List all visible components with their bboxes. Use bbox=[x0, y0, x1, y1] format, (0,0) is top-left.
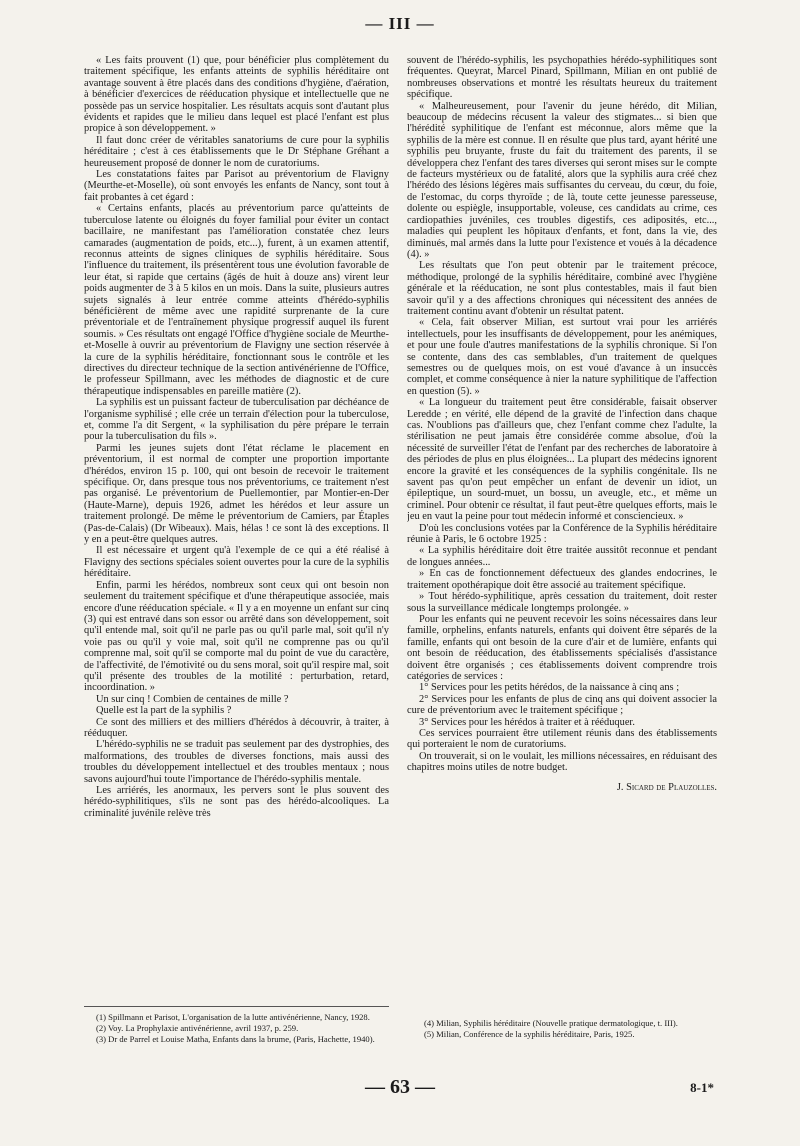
paragraph: Enfin, parmi les hérédos, nombreux sont ceux qui ont besoin non seulement du traitement spécifique et d'une thérapeutique associée, mais encore d'une rééducation spéciale. « Il y a en moyenne un enfant sur cinq (3) qui est entravé dans son essor ou arrêté dans son développement, soit qu'il entende mal, soit qu'il ne parle pas ou qu'il parle mal, soit qu'il n'y voie pas ou qu'il y voie mal, soit qu'il ne comprenne pas ou qu'il comprenne mal, soit qu'il se comporte mal du point de vue du caractère, de l'affectivité, de l'émotivité ou du sens moral, soit qu'il respire mal, soit qu'il présente des troubles de la motilité : perturbation, retard, incoordination. » bbox=[84, 579, 389, 694]
footnote-divider bbox=[84, 1006, 389, 1007]
left-column bbox=[84, 55, 389, 995]
paragraph: » Tout hérédo-syphilitique, après cessation du traitement, doit rester sous la surveillance médicale longtemps prolongée. » bbox=[407, 591, 717, 614]
paragraph: « Certains enfants, placés au préventorium parce qu'atteints de tuberculose latente ou éloignés du foyer familial pour éviter un contact bacillaire, ne manifestant pas l'amélioration constatée chez leurs camarades (augmentation de poids, etc...), furent, à un examen attentif, reconnus atteints de signes cliniques de syphilis héréditaire. Sous l'influence du traitement, ils présentèrent tous une évolution favorable de leur état, si rapide que certains (âgés de huit à douze ans) virent leur poids augmenter de 3 à 5 kilos en un mois. Dans la suite, plusieurs autres sujets signalés à leur entrée comme atteints d'hérédo-syphilis bénéficièrent de même avec une rapidité surprenante de la cure préventoriale et de l'entraînement physique progressif auquel ils furent soumis. » Ces résultats ont engagé l'Office d'hygiène sociale de Meurthe-et-Moselle à ouvrir au préventorium de Flavigny une section réservée à la cure de la syphilis héréditaire, fonctionnant sous le contrôle et les directives du directeur technique de la section antivénérienne de l'Office, le professeur Spillmann, avec les méthodes de diagnostic et de cure thérapeutique indispensables en pareille matière (2). bbox=[84, 203, 389, 397]
author-signature: J. Sicard de Plauzolles. bbox=[616, 781, 717, 793]
paragraph: Ce sont des milliers et des milliers d'hérédos à découvrir, à traiter, à rééduquer. bbox=[84, 716, 389, 739]
paragraph: Les arriérés, les anormaux, les pervers sont le plus souvent des hérédo-syphilitiques, s'ils ne sont pas des hérédo-alcooliques. La criminalité juvénile relève très bbox=[84, 785, 389, 819]
paragraph: Les constatations faites par Parisot au préventorium de Flavigny (Meurthe-et-Moselle), où sont envoyés les enfants de Nancy, sont tout à fait probantes à cet égard : bbox=[84, 169, 389, 203]
paragraph: Un sur cinq ! Combien de centaines de mille ? bbox=[96, 693, 289, 705]
footnote: (5) Milian, Conférence de la syphilis héréditaire, Paris, 1925. bbox=[424, 1029, 635, 1039]
paragraph: 3° Services pour les hérédos à traiter et à rééduquer. bbox=[419, 716, 635, 728]
paragraph: « Les faits prouvent (1) que, pour bénéficier plus complètement du traitement spécifique, les enfants atteints de syphilis héréditaire ont avantage souvent à être placés dans des conditions d'hygiène, d'aération, à bénéficier d'exercices de rééducation physique et intellectuelle que ne possède pas un service hospitalier. Les résultats acquis sont d'autant plus évidents et rapides que le milieu dans lequel est placé l'enfant est plus propice à son développement. » bbox=[84, 55, 389, 135]
paragraph: souvent de l'hérédo-syphilis, les psychopathies hérédo-syphilitiques sont fréquentes. Queyrat, Marcel Pinard, Spillmann, Milian en ont publié de nombreuses observations et montré les résultats heureux du traitement spécifique. bbox=[407, 55, 717, 101]
paragraph: 1° Services pour les petits hérédos, de la naissance à cinq ans ; bbox=[419, 682, 680, 694]
footnote: (4) Milian, Syphilis héréditaire (Nouvelle pratique dermatologique, t. III). bbox=[424, 1018, 678, 1028]
footnotes-right bbox=[412, 1018, 717, 1040]
paragraph: D'où les conclusions votées par la Conférence de la Syphilis héréditaire réunie à Paris, le 6 octobre 1925 : bbox=[407, 522, 717, 546]
page-number: — 63 — bbox=[365, 1076, 435, 1098]
paragraph: Il est nécessaire et urgent qu'à l'exemple de ce qui a été réalisé à Flavigny des sections spéciales soient ouvertes pour la cure de la syphilis héréditaire. bbox=[84, 545, 389, 580]
paragraph: » En cas de fonctionnement défectueux des glandes endocrines, le traitement opothérapique doit être associé au traitement spécifique. bbox=[407, 568, 717, 591]
footnote: (3) Dr de Parrel et Louise Matha, Enfants dans la brume, (Paris, Hachette, 1940). bbox=[96, 1034, 375, 1044]
right-column bbox=[407, 55, 717, 995]
paragraph: « Cela, fait observer Milian, est surtout vrai pour les arriérés intellectuels, pour les insuffisants de développement, pour les anémiques, et pour une foule d'autres manifestations de la syphilis chronique. Si l'on se contente, dans des cas semblables, d'un traitement de quelques semestres ou de quelques mois, on est voué d'avance à un insuccès complet, et comme conséquence à nier la nature syphilitique de l'affection en question (5). » bbox=[407, 317, 717, 397]
paragraph: Les résultats que l'on peut obtenir par le traitement précoce, méthodique, prolongé de la syphilis héréditaire, combiné avec l'hygiène générale et la rééducation, ne sont plus contestables, mais il faut bien savoir qu'il y a des affections chroniques qui nécessitent des années de traitement continu avant d'obtenir un résultat patent. bbox=[407, 260, 717, 317]
footnote: (2) Voy. La Prophylaxie antivénérienne, avril 1937, p. 259. bbox=[96, 1023, 299, 1033]
paragraph: Quelle est la part de la syphilis ? bbox=[96, 705, 232, 717]
paragraph: Parmi les jeunes sujets dont l'état réclame le placement en préventorium, il est normal de compter une proportion importante d'hérédos, environ 15 p. 100, qui ont besoin de recevoir le traitement spécifique. Or, dans presque tous nos préventoriums, ce traitement n'est pas organisé. Le préventorium de Puellemontier, par Montier-en-Der (Haute-Marne), depuis 1926, admet les hérédos et leur assure un traitement prolongé. De même le préventorium de Camiers, par Étaples (Pas-de-Calais) (Dr Wibeaux). Mais, hélas ! ce sont là des exceptions. Il y en a peut-être quelques autres. bbox=[84, 442, 389, 546]
paragraph: 2° Services pour les enfants de plus de cinq ans qui doivent associer la cure de préventorium avec le traitement spécifique ; bbox=[407, 693, 717, 717]
paragraph: Pour les enfants qui ne peuvent recevoir les soins nécessaires dans leur famille, orphelins, enfants naturels, enfants qui doivent être séparés de la famille, enfants qui ont besoin de la cure d'air et de lumière, enfants qui ont besoin de rééducation, des établissements spécialisés d'assistance doivent être organisés ; ces établissements doivent comprendre trois catégories de services : bbox=[407, 613, 717, 682]
paragraph: L'hérédo-syphilis ne se traduit pas seulement par des dystrophies, des malformations, des troubles de diverses fonctions, mais aussi des troubles du développement intellectuel et des troubles mentaux ; nous savons aujourd'hui toute l'importance de l'hérédo-syphilis mentale. bbox=[84, 739, 389, 785]
paragraph: « La syphilis héréditaire doit être traitée aussitôt reconnue et pendant de longues années... bbox=[407, 545, 717, 568]
paragraph: La syphilis est un puissant facteur de tuberculisation par déchéance de l'organisme syphilisé ; elle crée un terrain d'élection pour la tuberculose, et, comme l'a dit Sergent, « la syphilisation du père prépare le terrain pour la tuberculisation du fils ». bbox=[84, 397, 389, 443]
footnotes-left bbox=[84, 1012, 389, 1045]
paragraph: Il faut donc créer de véritables sanatoriums de cure pour la syphilis héréditaire ; c'est à ces établissements que le Dr Stéphane Gréhant a heureusement proposé de donner le nom de curatoriums. bbox=[84, 134, 389, 169]
paragraph: Ces services pourraient être utilement réunis dans des établissements qui porteraient le nom de curatoriums. bbox=[407, 727, 717, 751]
signature-mark: 8-1* bbox=[690, 1080, 714, 1095]
footnote: (1) Spillmann et Parisot, L'organisation de la lutte antivénérienne, Nancy, 1928. bbox=[96, 1012, 370, 1022]
paragraph: « La longueur du traitement peut être considérable, faisait observer Leredde ; en vérité, elle dépend de la gravité de l'infection dans chaque cas. N'oublions pas d'ailleurs que, chez l'enfant comme chez l'adulte, la stérilisation ne peut jamais être considérée comme absolue, d'où la nécessité de surveiller l'état de l'enfant par des recherches de laboratoire à des périodes de plus en plus éloignées... La plupart des médecins ignorent encore la gravité et les conséquences de la syphilis congénitale. Ils ne savent pas qu'on peut empêcher un enfant de devenir un idiot, un épileptique, un sourd-muet, un bossu, un aveugle, etc., et même un criminel. Pour obtenir ce résultat, il faut peut-être quelques efforts, mais le jeu en vaut la peine pour tout médecin informé et consciencieux. » bbox=[407, 397, 717, 523]
paragraph: « Malheureusement, pour l'avenir du jeune hérédo, dit Milian, beaucoup de médecins récusent la valeur des stigmates... si bien que l'hérédité syphilitique de l'enfant est méconnue, alors même que la syphilis de la mère est connue. Il en résulte que plus tard, ayant hérité une syphilis peu bruyante, fruste du fait du traitement des parents, il se développera chez l'enfant des tares diverses qui seront mises sur le compte de facteurs mystérieux ou de fatalité, alors que la syphilis aura créé chez l'hérédo des lésions légères mais suffisantes du cerveau, du cœur, du foie, de l'estomac, du corps thyroïde ; de là, toute cette jeunesse paresseuse, dolente ou espiègle, insupportable, voleuse, ces candidats au crime, ces cardiopathies juvéniles, ces troubles digestifs, ces adiposités, etc..., maladies qui peuplent les hôpitaux d'enfants, et font, dans la vie, des diminués, mal armés dans la lutte pour l'existence et voués à la décadence (4). » bbox=[407, 100, 717, 260]
paragraph: On trouverait, si on le voulait, les millions nécessaires, en réduisant des chapitres moins utiles de notre budget. bbox=[407, 750, 717, 774]
page-header-roman: — III — bbox=[365, 14, 435, 33]
